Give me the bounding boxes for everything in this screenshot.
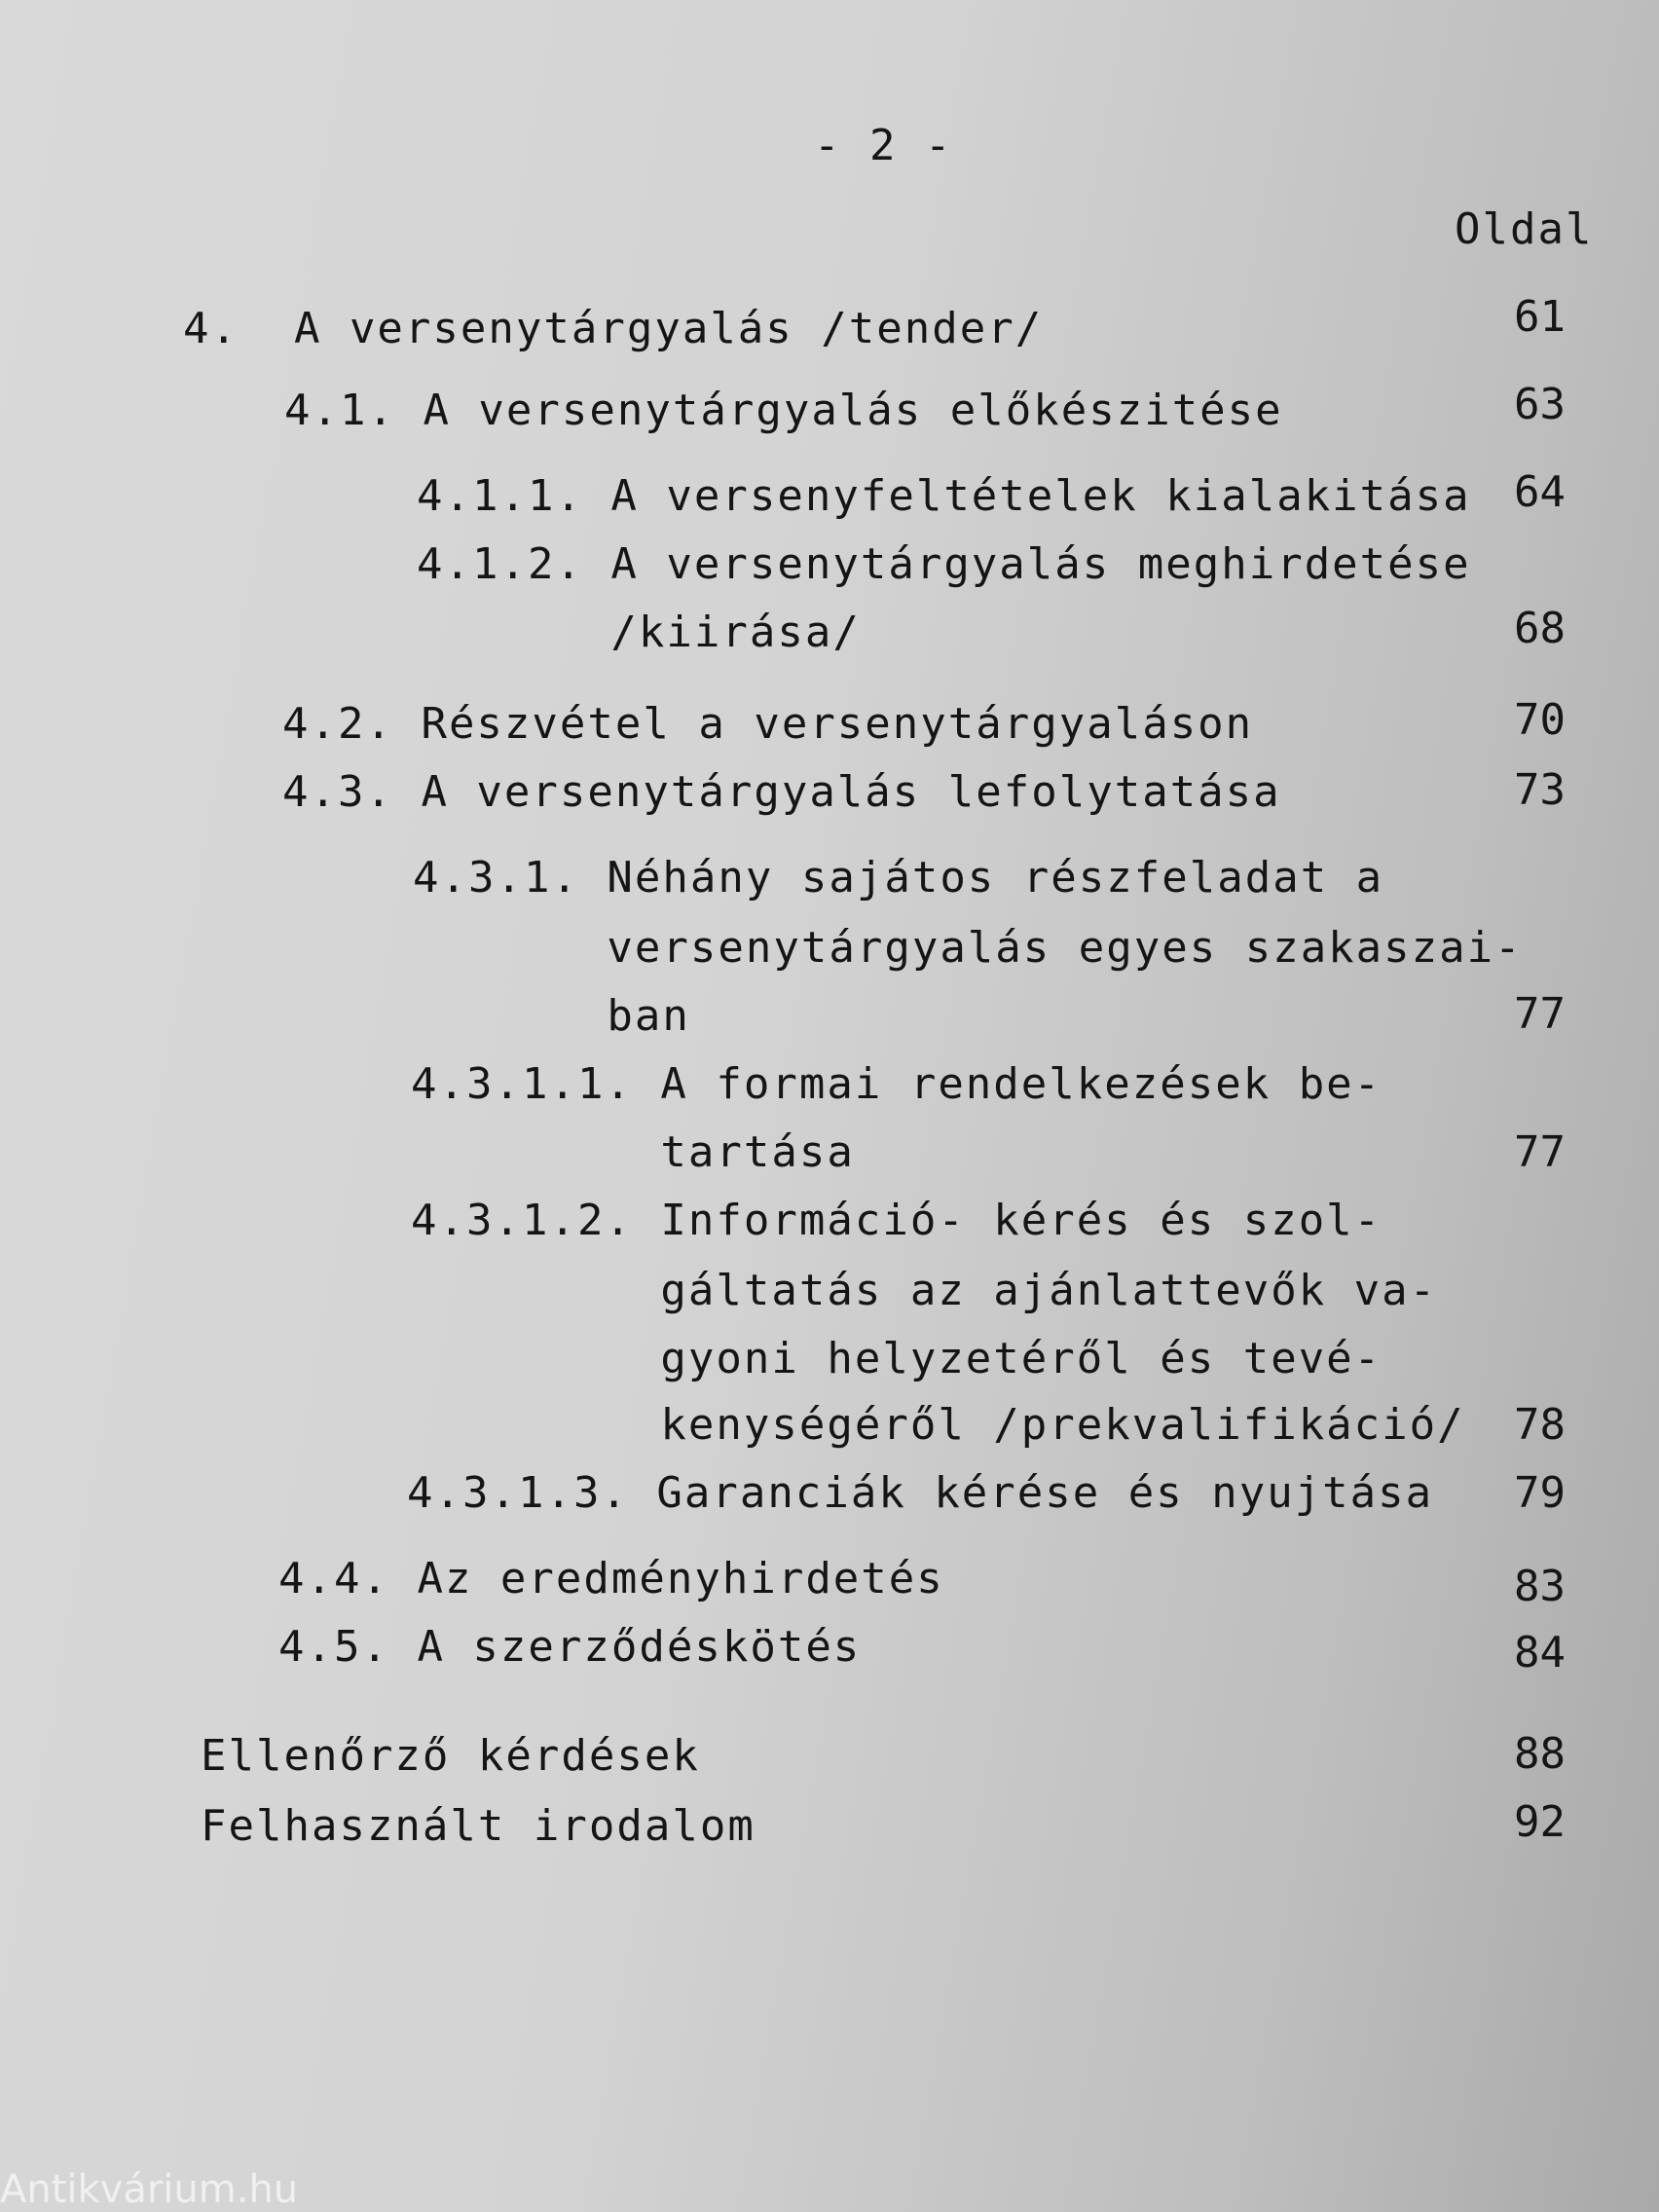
toc-entry-text: 4.3.1.1. A formai rendelkezések be- — [411, 1059, 1382, 1109]
toc-entry-text: 4.3.1. Néhány sajátos részfeladat a — [413, 853, 1384, 903]
toc-entry-text: 4.3.1.3. Garanciák kérése és nyujtása — [407, 1468, 1434, 1518]
toc-entry-page: 79 — [1514, 1468, 1566, 1518]
toc-entry-text: 4.2. Részvétel a versenytárgyaláson — [282, 699, 1254, 749]
toc-entry-page: 63 — [1514, 380, 1566, 429]
toc-entry-text: 4.5. A szerződéskötés — [278, 1622, 862, 1672]
toc-entry-page: 61 — [1514, 292, 1566, 342]
page-number: - 2 - — [814, 121, 953, 170]
toc-entry-page: 64 — [1514, 467, 1566, 517]
toc-entry-text: /kiirása/ — [417, 608, 861, 657]
toc-entry-text: tartása — [411, 1127, 855, 1177]
toc-entry-text: 4. A versenytárgyalás /tender/ — [183, 304, 1044, 353]
toc-entry-text: Ellenőrző kérdések — [201, 1731, 700, 1781]
toc-entry-page: 77 — [1514, 989, 1566, 1039]
toc-entry-text: gáltatás az ajánlattevők va- — [411, 1266, 1438, 1315]
toc-entry-text: kenységéről /prekvalifikáció/ — [411, 1400, 1465, 1450]
toc-entry-text: gyoni helyzetéről és tevé- — [411, 1334, 1382, 1383]
toc-entry-page: 70 — [1514, 695, 1566, 745]
toc-entry-page: 84 — [1514, 1628, 1566, 1677]
toc-entry-text: 4.1.1. A versenyfeltételek kialakitása — [417, 471, 1471, 521]
toc-entry-text: versenytárgyalás egyes szakaszai- — [413, 923, 1523, 973]
toc-entry-page: 88 — [1514, 1729, 1566, 1779]
toc-entry-text: 4.1. A versenytárgyalás előkészitése — [284, 386, 1283, 435]
toc-entry-page: 92 — [1514, 1797, 1566, 1847]
toc-entry-page: 68 — [1514, 604, 1566, 653]
toc-entry-page: 73 — [1514, 765, 1566, 815]
toc-entry-text: 4.3.1.2. Információ- kérés és szol- — [411, 1196, 1382, 1245]
toc-entry-page: 83 — [1514, 1562, 1566, 1611]
page-column-header: Oldal — [1455, 204, 1594, 254]
toc-entry-text: ban — [413, 991, 690, 1041]
toc-entry-text: Felhasznált irodalom — [201, 1801, 756, 1851]
toc-entry-text: 4.3. A versenytárgyalás lefolytatása — [282, 767, 1281, 817]
toc-entry-text: 4.1.2. A versenytárgyalás meghirdetése — [417, 539, 1471, 589]
toc-entry-text: 4.4. Az eredményhirdetés — [278, 1554, 944, 1604]
toc-entry-page: 77 — [1514, 1127, 1566, 1177]
toc-entry-page: 78 — [1514, 1400, 1566, 1450]
watermark: Antikvárium.hu — [0, 2167, 299, 2212]
